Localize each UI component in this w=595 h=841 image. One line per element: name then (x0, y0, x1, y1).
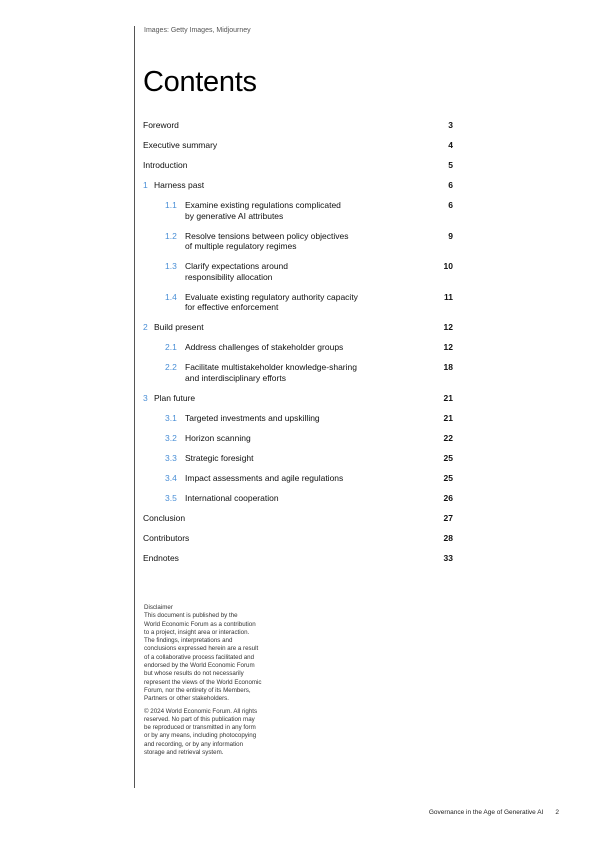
toc-entry-label (185, 493, 410, 504)
toc-entry-label-line: Plan future (154, 392, 196, 403)
toc-entry-label (143, 533, 453, 544)
toc-entry-number: 1.1 (165, 200, 177, 210)
toc-entry-page: 28 (443, 532, 453, 543)
toc-entry-page: 18 (443, 362, 453, 372)
toc-entry-label-line: Endnotes (143, 552, 179, 563)
toc-entry-page: 11 (444, 291, 453, 302)
toc-entry-label (185, 473, 410, 484)
toc-entry-label-line: Harness past (154, 180, 205, 190)
toc-entry-number: 1.3 (165, 261, 177, 271)
toc-entry-label (154, 180, 453, 191)
toc-entry-page: 25 (443, 452, 453, 463)
toc-entry-label (185, 261, 410, 282)
copyright-line: reserved. No part of this publication may (144, 715, 255, 723)
copyright-line: © 2024 World Economic Forum. All rights (144, 707, 258, 715)
disclaimer-line: Partners or other stakeholders. (144, 695, 229, 703)
toc-entry-number: 3.3 (165, 452, 177, 463)
toc-entry-page: 6 (448, 180, 453, 190)
disclaimer-line: Forum, nor the entirety of its Members, (144, 686, 251, 694)
disclaimer-line: World Economic Forum as a contribution (144, 620, 256, 628)
toc-entry-page: 3 (448, 120, 453, 130)
toc-entry-page: 33 (443, 552, 453, 563)
disclaimer-line: to a project, insight area or interaction. (144, 628, 250, 636)
toc-entry-label-line: Address challenges of stakeholder groups (185, 342, 344, 352)
toc-entry-number: 3.1 (165, 412, 177, 423)
disclaimer-line: represent the views of the World Economic (144, 678, 262, 686)
toc-entry-label-line: Contributors (143, 532, 190, 543)
toc-entry-page: 4 (448, 140, 453, 150)
toc-entry-label (185, 200, 410, 221)
copyright-line: be reproduced or transmitted in any form (144, 724, 256, 732)
disclaimer-line: but whose results do not necessarily (144, 670, 244, 678)
toc-entry[interactable] (143, 200, 453, 221)
disclaimer-heading: Disclaimer (144, 604, 173, 611)
toc-entry-number: 3 (143, 392, 148, 403)
toc-entry-label-line: Examine existing regulations complicated (185, 200, 341, 210)
toc-entry[interactable] (143, 261, 453, 282)
toc-entry[interactable] (143, 493, 453, 504)
disclaimer-line: conclusions expressed herein are a result (144, 645, 259, 653)
toc-entry-number: 2.1 (165, 342, 177, 352)
toc-entry-label-line: by generative AI attributes (185, 210, 284, 221)
toc-entry-label-line: of multiple regulatory regimes (185, 241, 297, 251)
toc-entry-label (185, 362, 410, 383)
image-credit: Images: Getty Images, Midjourney (144, 27, 251, 34)
toc-entry[interactable] (143, 292, 453, 313)
toc-entry-label-line: Evaluate existing regulatory authority capacity (185, 291, 358, 302)
toc-entry-number: 1 (143, 180, 148, 190)
disclaimer-line: This document is published by the (144, 612, 238, 620)
toc-entry-page: 22 (443, 432, 453, 443)
toc-entry[interactable] (143, 413, 453, 424)
copyright-text (144, 708, 289, 758)
toc-entry-number: 2.2 (165, 362, 177, 372)
toc-entry[interactable] (143, 393, 453, 404)
disclaimer-line: endorsed by the World Economic Forum (144, 662, 255, 670)
toc-entry-label-line: for effective enforcement (185, 302, 279, 312)
toc-entry-label (143, 513, 453, 524)
toc-entry-number: 1.4 (165, 291, 177, 302)
toc-entry-label (143, 120, 453, 131)
copyright-line: and recording, or by any information (144, 740, 244, 748)
toc-entry-page: 10 (443, 261, 453, 271)
disclaimer-text (144, 604, 289, 704)
toc-entry-label-line: responsibility allocation (185, 271, 273, 282)
toc-entry[interactable] (143, 231, 453, 252)
toc-entry-label-line: Facilitate multistakeholder knowledge-sharing (185, 362, 357, 372)
toc-entry-label (143, 140, 453, 151)
toc-entry[interactable] (143, 362, 453, 383)
toc-entry-label (185, 413, 410, 424)
disclaimer (144, 604, 289, 761)
toc-entry-label-line: Introduction (143, 160, 188, 170)
toc-entry-label-line: Strategic foresight (185, 452, 254, 463)
table-of-contents (143, 120, 453, 563)
toc-entry-page: 27 (443, 512, 453, 523)
toc-entry-label (185, 342, 410, 353)
toc-entry[interactable] (143, 533, 453, 544)
toc-entry[interactable] (143, 342, 453, 353)
toc-entry-page: 21 (443, 412, 453, 423)
toc-entry[interactable] (143, 160, 453, 171)
toc-entry[interactable] (143, 120, 453, 131)
toc-entry-page: 6 (448, 200, 453, 210)
toc-entry-number: 2 (143, 322, 148, 332)
footer-page-number: 2 (555, 809, 559, 816)
copyright-line: or by any means, including photocopying (144, 732, 257, 740)
toc-entry-label-line: and interdisciplinary efforts (185, 372, 286, 383)
toc-entry-label (185, 433, 410, 444)
toc-entry-label-line: Horizon scanning (185, 432, 251, 443)
toc-entry-label (185, 292, 410, 313)
toc-entry-label-line: Targeted investments and upskilling (185, 412, 320, 423)
toc-entry[interactable] (143, 513, 453, 524)
toc-entry[interactable] (143, 180, 453, 191)
toc-entry[interactable] (143, 453, 453, 464)
toc-entry[interactable] (143, 553, 453, 564)
toc-entry-label (185, 231, 410, 252)
toc-entry[interactable] (143, 473, 453, 484)
toc-entry-page: 5 (448, 160, 453, 170)
toc-entry[interactable] (143, 433, 453, 444)
toc-entry-page: 12 (443, 342, 453, 352)
toc-entry-number: 3.2 (165, 432, 177, 443)
toc-entry-label-line: Foreword (143, 120, 179, 130)
toc-entry-number: 3.5 (165, 492, 177, 503)
toc-entry-label (143, 553, 453, 564)
footer-doc-title: Governance in the Age of Generative AI (428, 809, 544, 816)
toc-entry-label (154, 322, 453, 333)
toc-entry-page: 25 (443, 472, 453, 483)
copyright-line: storage and retrieval system. (144, 749, 224, 757)
toc-entry-label (143, 160, 453, 171)
toc-entry-label (185, 453, 410, 464)
disclaimer-line: of a collaborative process facilitated and (144, 653, 255, 661)
toc-entry-number: 1.2 (165, 230, 177, 241)
toc-entry-page: 12 (443, 322, 453, 332)
disclaimer-line: The findings, interpretations and (144, 637, 233, 645)
toc-entry[interactable] (143, 322, 453, 333)
toc-entry-page: 9 (448, 230, 453, 241)
toc-entry-label-line: Resolve tensions between policy objectives (185, 230, 349, 241)
toc-entry-label-line: Conclusion (143, 512, 186, 523)
margin-rule (134, 26, 135, 788)
toc-entry-label-line: Impact assessments and agile regulations (185, 472, 344, 483)
toc-entry-label-line: International cooperation (185, 492, 279, 503)
toc-entry-label-line: Build present (154, 322, 204, 332)
toc-entry-label-line: Clarify expectations around (185, 261, 289, 271)
toc-entry[interactable] (143, 140, 453, 151)
toc-entry-label-line: Executive summary (143, 140, 218, 150)
toc-entry-page: 26 (443, 492, 453, 503)
toc-entry-label (154, 393, 453, 404)
page-footer (429, 809, 559, 816)
page-title: Contents (143, 66, 257, 98)
toc-entry-number: 3.4 (165, 472, 177, 483)
toc-entry-page: 21 (443, 392, 453, 403)
